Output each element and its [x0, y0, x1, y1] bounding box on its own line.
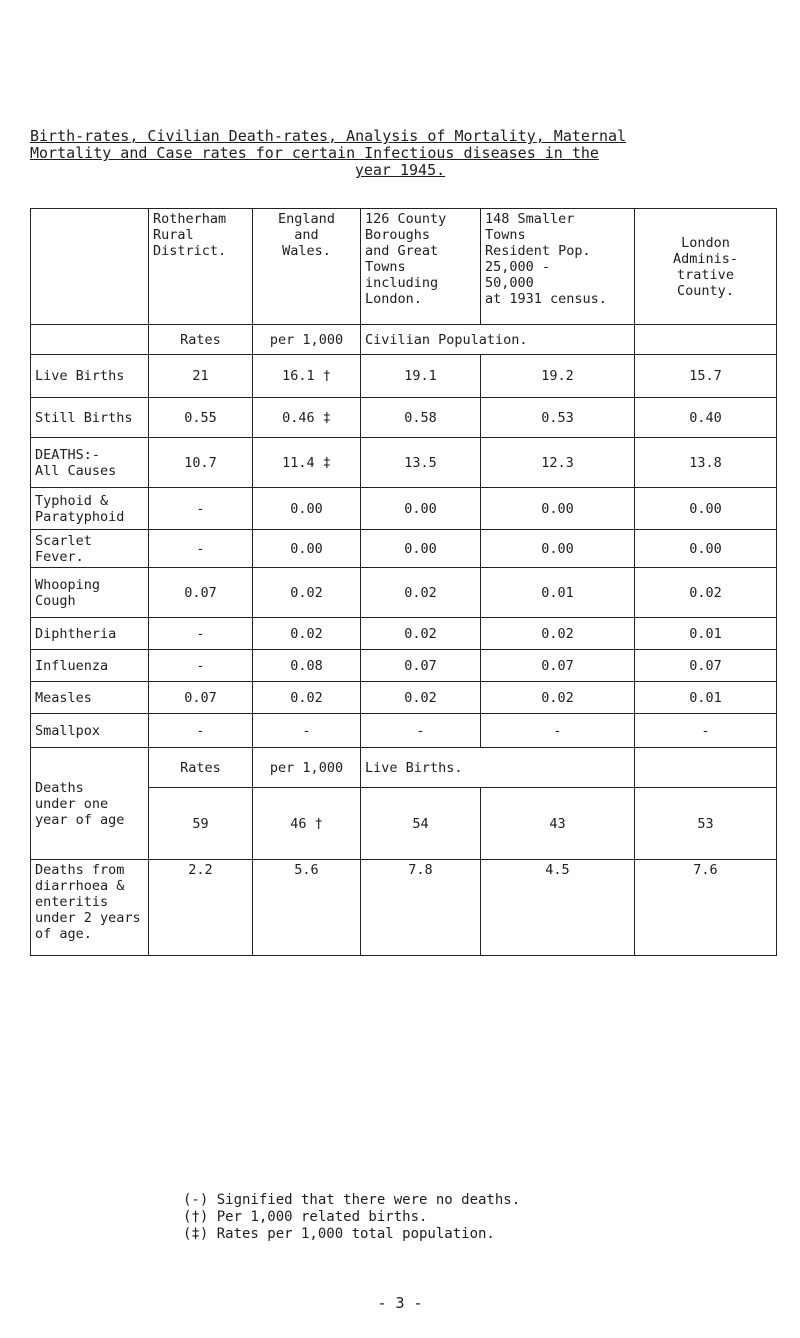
value-cell: 19.2	[481, 355, 635, 398]
table-row	[31, 438, 777, 488]
row-label: Smallpox	[31, 714, 149, 748]
value-cell: 0.07	[149, 682, 253, 714]
page-number: - 3 -	[377, 1294, 423, 1312]
value-cell: 2.2	[149, 860, 253, 956]
rates-label: Rates	[149, 325, 253, 355]
value-cell: 16.1 †	[253, 355, 361, 398]
value-cell: 0.53	[481, 398, 635, 438]
row-label: Measles	[31, 682, 149, 714]
value-cell: 0.02	[253, 618, 361, 650]
document-title	[30, 128, 770, 179]
table-row	[31, 682, 777, 714]
table-row	[31, 714, 777, 748]
value-cell: 0.00	[481, 530, 635, 568]
header-empty-cell	[31, 209, 149, 325]
table-row	[31, 398, 777, 438]
rates-header-row	[31, 325, 777, 355]
rates-label: per 1,000	[253, 748, 361, 788]
value-cell: 0.00	[635, 488, 777, 530]
value-cell: 0.07	[361, 650, 481, 682]
row-label: Influenza	[31, 650, 149, 682]
row-label: Scarlet Fever.	[31, 530, 149, 568]
table-row	[31, 618, 777, 650]
value-cell: -	[149, 650, 253, 682]
value-cell: 0.46 ‡	[253, 398, 361, 438]
statistics-table	[30, 208, 777, 956]
row-label: DEATHS:- All Causes	[31, 438, 149, 488]
value-cell: 13.5	[361, 438, 481, 488]
value-cell: 0.02	[361, 618, 481, 650]
value-cell: 0.07	[149, 568, 253, 618]
value-cell: 10.7	[149, 438, 253, 488]
value-cell: 0.40	[635, 398, 777, 438]
value-cell: 15.7	[635, 355, 777, 398]
row-label: Diphtheria	[31, 618, 149, 650]
row-label: Whooping Cough	[31, 568, 149, 618]
row-label: Typhoid & Paratyphoid	[31, 488, 149, 530]
legend-item: (†) Per 1,000 related births.	[183, 1209, 428, 1225]
value-cell: 0.00	[635, 530, 777, 568]
value-cell: 0.07	[481, 650, 635, 682]
legend	[183, 1192, 520, 1243]
value-cell: 0.58	[361, 398, 481, 438]
value-cell: 12.3	[481, 438, 635, 488]
value-cell: 11.4 ‡	[253, 438, 361, 488]
value-cell: -	[149, 530, 253, 568]
value-cell: 0.00	[361, 488, 481, 530]
value-cell: 54	[361, 788, 481, 860]
value-cell: 19.1	[361, 355, 481, 398]
value-cell: 5.6	[253, 860, 361, 956]
column-header: Rotherham Rural District.	[149, 209, 253, 325]
value-cell: 0.01	[635, 618, 777, 650]
value-cell: 0.08	[253, 650, 361, 682]
live-births-header-row	[31, 748, 777, 788]
value-cell: 0.07	[635, 650, 777, 682]
legend-item: (-) Signified that there were no deaths.	[183, 1192, 521, 1208]
value-cell: 0.00	[253, 530, 361, 568]
table-row	[31, 530, 777, 568]
header-row	[31, 209, 777, 325]
row-label: Deaths from diarrhoea & enteritis under 2 years of age.	[31, 860, 149, 956]
value-cell: 43	[481, 788, 635, 860]
table-row	[31, 650, 777, 682]
title-line-1: Birth-rates, Civilian Death-rates, Analysis of Mortality, Maternal	[30, 127, 627, 145]
value-cell: 4.5	[481, 860, 635, 956]
row-label: Live Births	[31, 355, 149, 398]
value-cell: 13.8	[635, 438, 777, 488]
column-header: London Adminis- trative County.	[635, 209, 777, 325]
value-cell: -	[361, 714, 481, 748]
value-cell: 0.00	[253, 488, 361, 530]
value-cell: 0.02	[253, 682, 361, 714]
value-cell: 7.8	[361, 860, 481, 956]
column-header: 148 Smaller Towns Resident Pop. 25,000 - 50,000 at 1931 census.	[481, 209, 635, 325]
table-row	[31, 488, 777, 530]
rates-label: per 1,000	[253, 325, 361, 355]
value-cell: -	[149, 488, 253, 530]
value-cell: 0.01	[481, 568, 635, 618]
value-cell: 0.00	[481, 488, 635, 530]
row-label: Still Births	[31, 398, 149, 438]
title-line-2: Mortality and Case rates for certain Infectious diseases in the	[30, 144, 599, 162]
value-cell: -	[149, 618, 253, 650]
value-cell: 0.02	[481, 618, 635, 650]
row-label: Deaths under one year of age	[31, 748, 149, 860]
rates-label: Rates	[149, 748, 253, 788]
value-cell: 7.6	[635, 860, 777, 956]
value-cell: 21	[149, 355, 253, 398]
value-cell: 46 †	[253, 788, 361, 860]
value-cell: -	[481, 714, 635, 748]
value-cell: 59	[149, 788, 253, 860]
value-cell: -	[635, 714, 777, 748]
title-line-3: year 1945.	[354, 161, 446, 179]
table-row	[31, 355, 777, 398]
rates-label: Live Births.	[361, 748, 635, 788]
diarrhoea-row	[31, 860, 777, 956]
value-cell: -	[253, 714, 361, 748]
value-cell: 53	[635, 788, 777, 860]
rates-label: Civilian Population.	[361, 325, 635, 355]
value-cell: 0.02	[361, 568, 481, 618]
value-cell: 0.55	[149, 398, 253, 438]
value-cell: 0.00	[361, 530, 481, 568]
table-row	[31, 568, 777, 618]
column-header: 126 County Boroughs and Great Towns including London.	[361, 209, 481, 325]
value-cell: 0.01	[635, 682, 777, 714]
value-cell: 0.02	[481, 682, 635, 714]
value-cell: 0.02	[361, 682, 481, 714]
value-cell: -	[149, 714, 253, 748]
column-header: England and Wales.	[253, 209, 361, 325]
legend-item: (‡) Rates per 1,000 total population.	[183, 1226, 495, 1242]
value-cell: 0.02	[253, 568, 361, 618]
value-cell: 0.02	[635, 568, 777, 618]
